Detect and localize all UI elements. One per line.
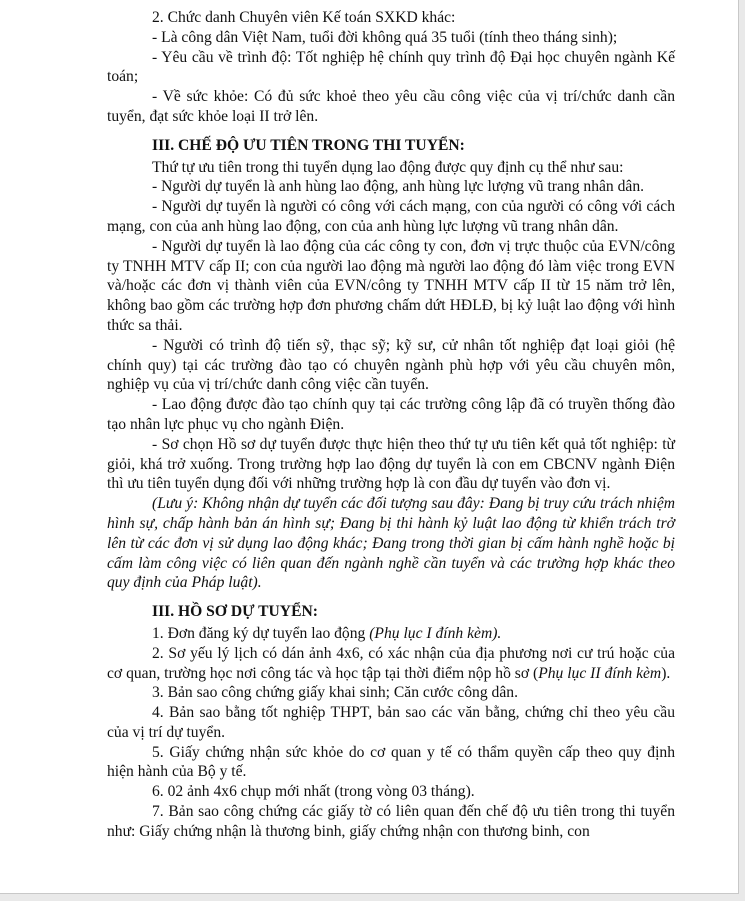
note-paragraph: (Lưu ý: Không nhận dự tuyển các đối tượng sau đây: Đang bị truy cứu trách nhiệm hình sự, chấp hành bản án hình sự; Đang bị thi hành kỷ luật lao động từ khiển trách trở lên từ các đơn vị sử dụng lao động khác; Đang trong thời gian bị cấm hành nghề hoặc bị cấm làm công việc có liên quan đến ngành nghề cần tuyển và các trường hợp khác theo quy định của Pháp luật). [107,495,675,592]
list-item [107,644,675,684]
paragraph: - Yêu cầu về trình độ: Tốt nghiệp hệ chính quy trình độ Đại học chuyên ngành Kế toán; [107,48,675,86]
paragraph: - Là công dân Việt Nam, tuổi đời không quá 35 tuổi (tính theo tháng sinh); [152,28,618,46]
list-item-appendix-ref: Phụ lục II đính kèm [538,664,662,682]
paragraph: - Người có trình độ tiến sỹ, thạc sỹ; kỹ sư, cử nhân tốt nghiệp đạt loại giỏi (hệ chính quy) tại các trường đào tạo có chuyên ngành phù hợp với yêu cầu chuyên môn, nghiệp vụ của vị trí/chức danh công việc cần tuyển. [107,336,675,394]
section-heading: III. HỒ SƠ DỰ TUYỂN: [152,603,318,621]
list-item: 4. Bản sao bằng tốt nghiệp THPT, bản sao các văn bằng, chứng chỉ theo yêu cầu của vị trí dự tuyển. [107,704,675,741]
list-item: 6. 02 ảnh 4x6 chụp mới nhất (trong vòng 03 tháng). [152,783,475,801]
list-item-text: ). [661,664,671,682]
list-item: 7. Bản sao công chứng các giấy tờ có liên quan đến chế độ ưu tiên trong thi tuyển như: Giấy chứng nhận là thương binh, giấy chứng nhận con thương binh, con [107,803,675,840]
paragraph: - Lao động được đào tạo chính quy tại các trường công lập đã có truyền thống đào tạo nhân lực phục vụ cho ngành Điện. [107,396,675,433]
list-item-appendix-ref: (Phụ lục I đính kèm). [369,624,502,642]
paragraph: Thứ tự ưu tiên trong thi tuyển dụng lao động được quy định cụ thể như sau: [152,158,624,176]
document-body [107,8,675,842]
list-item: 3. Bản sao công chứng giấy khai sinh; Căn cước công dân. [152,684,518,702]
section-heading: III. CHẾ ĐỘ ƯU TIÊN TRONG THI TUYỂN: [152,136,465,154]
paragraph: - Về sức khỏe: Có đủ sức khoẻ theo yêu cầu công việc của vị trí/chức danh cần tuyển, đạt sức khỏe loại II trở lên. [107,88,675,125]
paragraph: - Người dự tuyển là người có công với cách mạng, con của người có công với cách mạng, con của anh hùng lao động, con của anh hùng lực lượng vũ trang nhân dân. [107,198,675,235]
list-item-text: 2. Sơ yếu lý lịch có dán ảnh 4x6, có xác nhận của địa phương nơi cư trú hoặc của cơ quan, trường học nơi công tác và học tập tại thời điểm nộp hồ sơ ( [107,644,675,682]
list-item: 5. Giấy chứng nhận sức khỏe do cơ quan y tế có thẩm quyền cấp theo quy định hiện hành của Bộ y tế. [107,743,675,781]
list-item-text: 1. Đơn đăng ký dự tuyển lao động [152,624,370,642]
paragraph: 2. Chức danh Chuyên viên Kế toán SXKD khác: [152,9,456,26]
paragraph: - Người dự tuyển là anh hùng lao động, anh hùng lực lượng vũ trang nhân dân. [152,178,645,196]
paragraph: - Sơ chọn Hồ sơ dự tuyển được thực hiện theo thứ tự ưu tiên kết quả tốt nghiệp: từ giỏi, khá trở xuống. Trong trường hợp lao động dự tuyển là con em CBCNV ngành Điện thì ưu tiên tuyển dụng đối với những trường hợp là con đầu dự tuyển vào đơn vị. [107,435,675,493]
paragraph: - Người dự tuyển là lao động của các công ty con, đơn vị trực thuộc của EVN/công ty TNHH MTV cấp II; con của người lao động mà người lao động đó làm việc trong EVN và/hoặc các đơn vị thành viên của EVN/công ty TNHH MTV cấp II từ 15 năm trở lên, không bao gồm các trường hợp đơn phương chấm dứt HĐLĐ, bị kỷ luật lao động với hình thức sa thải. [107,237,675,334]
list-item [107,624,675,644]
